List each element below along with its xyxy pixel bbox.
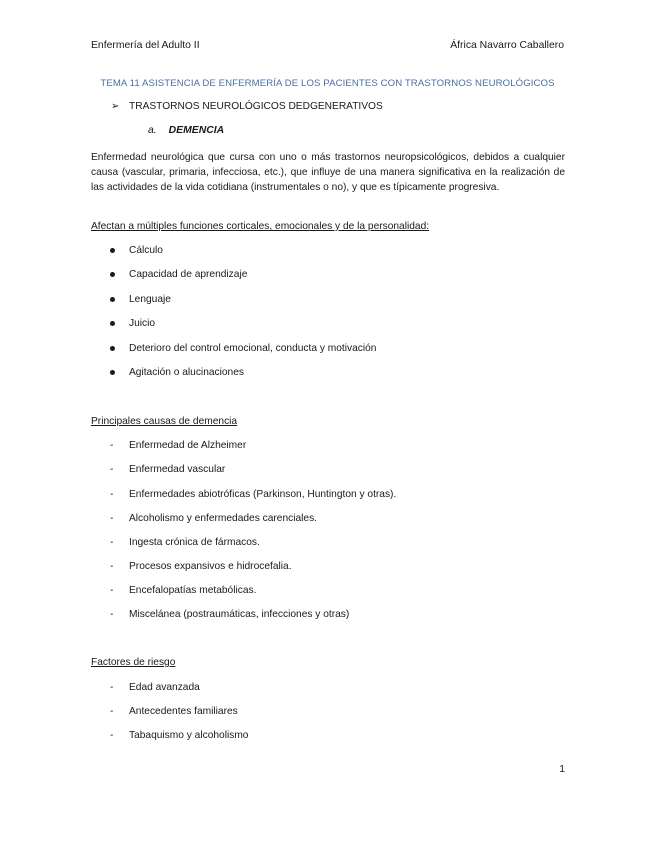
definition-paragraph: Enfermedad neurológica que cursa con uno o más trastornos neuropsicológicos, debidos a cualquier causa (vascular, primaria, infecciosa, etc.), que influye de una manera significativa en la realización de las actividades de la vida cotidiana (instrumentales o no), y que es típicamente progresiva. [91, 152, 565, 194]
subsection-letter: a. [148, 125, 157, 136]
dash-bullet-icon: - [110, 706, 114, 717]
risk-factors-heading: Factores de riesgo [91, 657, 176, 668]
list-item-text: Lenguaje [129, 294, 171, 305]
list-item-text: Tabaquismo y alcoholismo [129, 730, 249, 741]
dash-bullet-icon: - [110, 609, 114, 620]
causes-heading: Principales causas de demencia [91, 416, 238, 427]
bullet-icon [110, 370, 115, 375]
list-item-text: Procesos expansivos e hidrocefalia. [129, 561, 292, 572]
list-item-text: Enfermedad de Alzheimer [129, 440, 247, 451]
dash-bullet-icon: - [110, 585, 114, 596]
dash-bullet-icon: - [110, 537, 114, 548]
list-item-text: Agitación o alucinaciones [129, 367, 244, 378]
list-item-text: Miscelánea (postraumáticas, infecciones y otras) [129, 609, 350, 620]
list-item-text: Enfermedades abiotróficas (Parkinson, Huntington y otras). [129, 489, 397, 500]
section-heading [111, 101, 383, 112]
bullet-icon [110, 248, 115, 253]
dash-bullet-icon: - [110, 513, 114, 524]
dash-bullet-icon: - [110, 730, 114, 741]
list-item-text: Enfermedad vascular [129, 464, 226, 475]
bullet-icon [110, 272, 115, 277]
dash-bullet-icon: - [110, 489, 114, 500]
list-item-text: Cálculo [129, 245, 163, 256]
list-item-text: Edad avanzada [129, 682, 200, 693]
header-course-title: Enfermería del Adulto II [91, 40, 200, 51]
dash-bullet-icon: - [110, 682, 114, 693]
list-item-text: Juicio [129, 318, 156, 329]
bullet-icon [110, 346, 115, 351]
subsection-heading [148, 125, 224, 136]
list-item-text: Encefalopatías metabólicas. [129, 585, 257, 596]
dash-bullet-icon: - [110, 464, 114, 475]
list-item-text: Alcoholismo y enfermedades carenciales. [129, 513, 317, 524]
bullet-icon [110, 321, 115, 326]
dash-bullet-icon: - [110, 561, 114, 572]
header-author: África Navarro Caballero [450, 40, 564, 51]
list-item-text: Deterioro del control emocional, conducta y motivación [129, 343, 377, 354]
page-number: 1 [559, 764, 565, 775]
subsection-label: DEMENCIA [168, 125, 225, 136]
document-title: TEMA 11 ASISTENCIA DE ENFERMERÍA DE LOS PACIENTES CON TRASTORNOS NEUROLÓGICOS [100, 78, 555, 89]
list-item-text: Ingesta crónica de fármacos. [129, 537, 260, 548]
list-item-text: Antecedentes familiares [129, 706, 238, 717]
dash-bullet-icon: - [110, 440, 114, 451]
list-item-text: Capacidad de aprendizaje [129, 269, 248, 280]
arrow-bullet-icon: ➢ [111, 101, 120, 112]
section-heading-label: TRASTORNOS NEUROLÓGICOS DEDGENERATIVOS [129, 101, 383, 112]
functions-heading: Afectan a múltiples funciones corticales, emocionales y de la personalidad: [91, 221, 430, 232]
bullet-icon [110, 297, 115, 302]
